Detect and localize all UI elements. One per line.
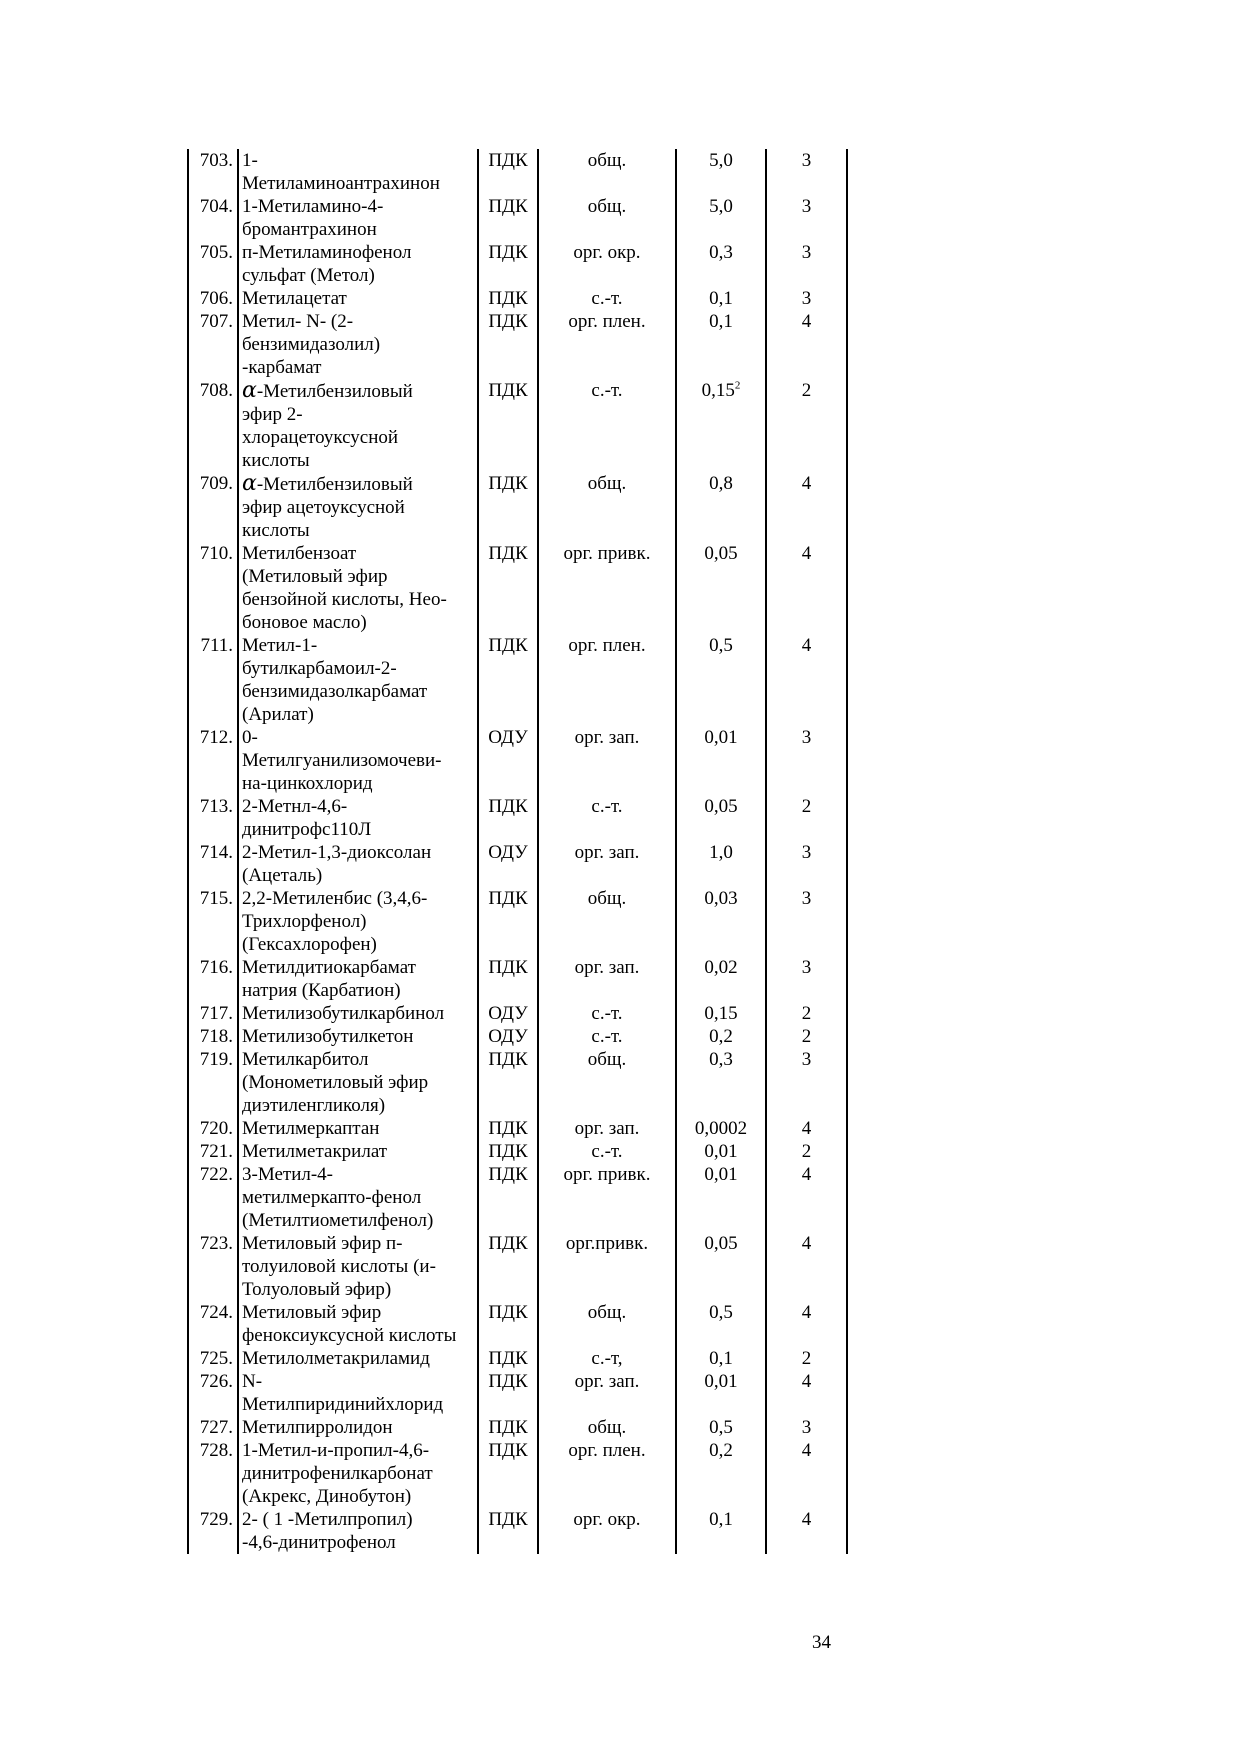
table-row: [188, 542, 847, 634]
substance-name: Метилацетат: [238, 287, 478, 310]
row-number: 703.: [188, 149, 238, 195]
table-row: [188, 1232, 847, 1301]
table-row: [188, 1347, 847, 1370]
table-row: [188, 1439, 847, 1508]
hazard-class: 3: [766, 149, 847, 195]
table-row: [188, 1301, 847, 1347]
substance-name: 0- Метилгуанилизомочеви- на-цинкохлорид: [238, 726, 478, 795]
table-row: [188, 634, 847, 726]
table-row: [188, 795, 847, 841]
concentration-value: 0,1: [676, 1347, 766, 1370]
hazard-sign: орг. окр.: [538, 241, 676, 287]
row-number: 726.: [188, 1370, 238, 1416]
substance-name: Метил- N- (2- бензимидазолил) -карбамат: [238, 310, 478, 379]
footnote-superscript: 2: [734, 379, 741, 392]
substance-name-rest: эфир ацетоуксусной кислоты: [242, 497, 405, 541]
hazard-sign: орг. окр.: [538, 1508, 676, 1554]
table-row: [188, 1002, 847, 1025]
norm-type: ОДУ: [478, 841, 538, 887]
table-row: [188, 379, 847, 472]
concentration-value: 0,5: [676, 634, 766, 726]
substance-name: 2,2-Метиленбис (3,4,6- Трихлорфенол) (Гексахлорофен): [238, 887, 478, 956]
row-number: 727.: [188, 1416, 238, 1439]
row-number: 729.: [188, 1508, 238, 1554]
concentration-value: 0,01: [676, 1370, 766, 1416]
row-number: 715.: [188, 887, 238, 956]
table-row: [188, 1048, 847, 1117]
hazard-class: 3: [766, 841, 847, 887]
hazard-class: 4: [766, 634, 847, 726]
hazard-sign: орг. плен.: [538, 634, 676, 726]
hazard-sign: орг. привк.: [538, 1163, 676, 1232]
norm-type: ПДК: [478, 472, 538, 542]
norm-type: ПДК: [478, 542, 538, 634]
concentration-number: 0,15: [701, 380, 735, 401]
substance-name: Метиловый эфир феноксиуксусной кислоты: [238, 1301, 478, 1347]
hazard-class: 4: [766, 1370, 847, 1416]
row-number: 720.: [188, 1117, 238, 1140]
norm-type: ПДК: [478, 1117, 538, 1140]
hazard-class: 4: [766, 542, 847, 634]
row-number: 721.: [188, 1140, 238, 1163]
substance-name: 1- Метиламиноантрахинон: [238, 149, 478, 195]
row-number: 724.: [188, 1301, 238, 1347]
row-number: 728.: [188, 1439, 238, 1508]
substance-name: Метилбензоат (Метиловый эфир бензойной кислоты, Нео- боновое масло): [238, 542, 478, 634]
hazard-class: 2: [766, 379, 847, 472]
row-number: 711.: [188, 634, 238, 726]
substance-name: Метилпирролидон: [238, 1416, 478, 1439]
table-row: [188, 1416, 847, 1439]
concentration-value: 0,8: [676, 472, 766, 542]
substance-name: Метилметакрилат: [238, 1140, 478, 1163]
hazard-class: 3: [766, 956, 847, 1002]
hazard-sign: орг. плен.: [538, 310, 676, 379]
hazard-sign: орг. зап.: [538, 1370, 676, 1416]
hazard-class: 4: [766, 1232, 847, 1301]
norm-type: ПДК: [478, 1370, 538, 1416]
hazard-sign: с.-т.: [538, 287, 676, 310]
hazard-class: 4: [766, 310, 847, 379]
concentration-value: 0,05: [676, 1232, 766, 1301]
substance-name: Метилкарбитол (Монометиловый эфир диэтиленгликоля): [238, 1048, 478, 1117]
concentration-value: 5,0: [676, 195, 766, 241]
table-row: [188, 956, 847, 1002]
concentration-value: 0,15: [676, 1002, 766, 1025]
substance-name: 2-Метнл-4,6- динитрофс110Л: [238, 795, 478, 841]
norm-type: ПДК: [478, 1439, 538, 1508]
table-row: [188, 1508, 847, 1554]
concentration-value: 0,2: [676, 1025, 766, 1048]
substance-name: Метилмеркаптан: [238, 1117, 478, 1140]
hazard-sign: общ.: [538, 195, 676, 241]
hazard-class: 3: [766, 1048, 847, 1117]
row-number: 716.: [188, 956, 238, 1002]
norm-type: ПДК: [478, 1347, 538, 1370]
hazard-sign: орг. зап.: [538, 1117, 676, 1140]
hazard-class: 3: [766, 241, 847, 287]
table-row: [188, 1025, 847, 1048]
concentration-value: 0,05: [676, 795, 766, 841]
hazard-sign: орг. плен.: [538, 1439, 676, 1508]
norm-type: ОДУ: [478, 1002, 538, 1025]
hazard-class: 3: [766, 287, 847, 310]
concentration-value: 0,01: [676, 1163, 766, 1232]
concentration-value: 0,5: [676, 1301, 766, 1347]
norm-type: ОДУ: [478, 726, 538, 795]
row-number: 710.: [188, 542, 238, 634]
norm-type: ПДК: [478, 1508, 538, 1554]
substance-name: [238, 379, 478, 472]
substance-name-line1: [242, 379, 477, 403]
substance-name-text: -Метилбензиловый: [256, 381, 413, 402]
row-number: 712.: [188, 726, 238, 795]
substance-name: 2-Метил-1,3-диоксолан (Ацеталь): [238, 841, 478, 887]
substance-name: Метил-1- бутилкарбамоил-2- бензимидазолкарбамат (Арилат): [238, 634, 478, 726]
norm-type: ПДК: [478, 887, 538, 956]
substance-table-body: [188, 149, 847, 1554]
hazard-sign: орг. зап.: [538, 956, 676, 1002]
substance-name-text: -Метилбензиловый: [256, 474, 413, 495]
hazard-class: 4: [766, 1508, 847, 1554]
concentration-value: 5,0: [676, 149, 766, 195]
row-number: 709.: [188, 472, 238, 542]
table-row: [188, 1117, 847, 1140]
substance-name: 1-Метиламино-4- бромантрахинон: [238, 195, 478, 241]
hazard-sign: общ.: [538, 887, 676, 956]
hazard-class: 4: [766, 1439, 847, 1508]
norm-type: ПДК: [478, 956, 538, 1002]
row-number: 714.: [188, 841, 238, 887]
norm-type: ПДК: [478, 1416, 538, 1439]
row-number: 725.: [188, 1347, 238, 1370]
norm-type: ПДК: [478, 195, 538, 241]
norm-type: ПДК: [478, 634, 538, 726]
substance-table: [187, 149, 848, 1554]
hazard-sign: орг. зап.: [538, 726, 676, 795]
concentration-value: 0,3: [676, 241, 766, 287]
concentration-value: 0,1: [676, 1508, 766, 1554]
hazard-sign: орг. зап.: [538, 841, 676, 887]
norm-type: ПДК: [478, 1163, 538, 1232]
concentration-value: 0,05: [676, 542, 766, 634]
row-number: 722.: [188, 1163, 238, 1232]
concentration-value: 0,03: [676, 887, 766, 956]
norm-type: ПДК: [478, 1232, 538, 1301]
hazard-class: 4: [766, 1301, 847, 1347]
alpha-symbol: α: [242, 472, 257, 496]
hazard-class: 4: [766, 472, 847, 542]
hazard-sign: орг.привк.: [538, 1232, 676, 1301]
table-row: [188, 1140, 847, 1163]
norm-type: ПДК: [478, 287, 538, 310]
hazard-class: 2: [766, 795, 847, 841]
substance-name: 3-Метил-4- метилмеркапто-фенол (Метилтиометилфенол): [238, 1163, 478, 1232]
table-row: [188, 195, 847, 241]
row-number: 706.: [188, 287, 238, 310]
row-number: 723.: [188, 1232, 238, 1301]
hazard-class: 4: [766, 1117, 847, 1140]
table-row: [188, 149, 847, 195]
row-number: 713.: [188, 795, 238, 841]
concentration-value: 0,01: [676, 726, 766, 795]
hazard-class: 2: [766, 1347, 847, 1370]
hazard-sign: с.-т.: [538, 1140, 676, 1163]
row-number: 717.: [188, 1002, 238, 1025]
norm-type: ПДК: [478, 379, 538, 472]
table-row: [188, 726, 847, 795]
norm-type: ПДК: [478, 241, 538, 287]
table-row: [188, 241, 847, 287]
hazard-class: 2: [766, 1140, 847, 1163]
hazard-class: 3: [766, 195, 847, 241]
concentration-value: 0,01: [676, 1140, 766, 1163]
hazard-class: 2: [766, 1002, 847, 1025]
hazard-sign: с.-т,: [538, 1347, 676, 1370]
norm-type: ОДУ: [478, 1025, 538, 1048]
substance-name: 1-Метил-и-пропил-4,6- динитрофенилкарбонат (Акрекс, Динобутон): [238, 1439, 478, 1508]
row-number: 705.: [188, 241, 238, 287]
norm-type: ПДК: [478, 1301, 538, 1347]
hazard-sign: с.-т.: [538, 1025, 676, 1048]
hazard-sign: с.-т.: [538, 795, 676, 841]
substance-name: Метилолметакриламид: [238, 1347, 478, 1370]
substance-name: [238, 472, 478, 542]
hazard-class: 4: [766, 1163, 847, 1232]
table-row: [188, 841, 847, 887]
concentration-value: 0,1: [676, 310, 766, 379]
alpha-symbol: α: [242, 379, 257, 403]
norm-type: ПДК: [478, 1048, 538, 1117]
table-row: [188, 472, 847, 542]
substance-name-line1: [242, 472, 477, 496]
hazard-sign: общ.: [538, 472, 676, 542]
hazard-sign: общ.: [538, 149, 676, 195]
row-number: 707.: [188, 310, 238, 379]
table-row: [188, 887, 847, 956]
concentration-value: 0,2: [676, 1439, 766, 1508]
hazard-sign: общ.: [538, 1301, 676, 1347]
hazard-sign: с.-т.: [538, 1002, 676, 1025]
table-row: [188, 1163, 847, 1232]
concentration-value: 1,0: [676, 841, 766, 887]
substance-name: 2- ( 1 -Метилпропил) -4,6-динитрофенол: [238, 1508, 478, 1554]
row-number: 704.: [188, 195, 238, 241]
table-row: [188, 1370, 847, 1416]
norm-type: ПДК: [478, 149, 538, 195]
norm-type: ПДК: [478, 795, 538, 841]
concentration-value: 0,3: [676, 1048, 766, 1117]
norm-type: ПДК: [478, 310, 538, 379]
hazard-sign: орг. привк.: [538, 542, 676, 634]
concentration-value: 0,5: [676, 1416, 766, 1439]
concentration-value: 0,02: [676, 956, 766, 1002]
substance-name: Метилизобутилкарбинол: [238, 1002, 478, 1025]
row-number: 718.: [188, 1025, 238, 1048]
hazard-class: 3: [766, 1416, 847, 1439]
substance-name: Метиловый эфир п- толуиловой кислоты (и- Толуоловый эфир): [238, 1232, 478, 1301]
substance-name-rest: эфир 2- хлорацетоуксусной кислоты: [242, 404, 399, 471]
concentration-value: 0,1: [676, 287, 766, 310]
hazard-class: 3: [766, 726, 847, 795]
substance-name: Метилдитиокарбамат натрия (Карбатион): [238, 956, 478, 1002]
hazard-sign: общ.: [538, 1048, 676, 1117]
substance-name: п-Метиламинофенол сульфат (Метол): [238, 241, 478, 287]
substance-name: N- Метилпиридинийхлорид: [238, 1370, 478, 1416]
hazard-sign: с.-т.: [538, 379, 676, 472]
concentration-value: [676, 379, 766, 472]
row-number: 708.: [188, 379, 238, 472]
hazard-sign: общ.: [538, 1416, 676, 1439]
substance-name: Метилизобутилкетон: [238, 1025, 478, 1048]
norm-type: ПДК: [478, 1140, 538, 1163]
hazard-class: 3: [766, 887, 847, 956]
table-row: [188, 287, 847, 310]
row-number: 719.: [188, 1048, 238, 1117]
page-number: 34: [812, 1632, 831, 1653]
table-row: [188, 310, 847, 379]
substance-table-wrapper: [187, 149, 846, 1554]
hazard-class: 2: [766, 1025, 847, 1048]
concentration-value: 0,0002: [676, 1117, 766, 1140]
